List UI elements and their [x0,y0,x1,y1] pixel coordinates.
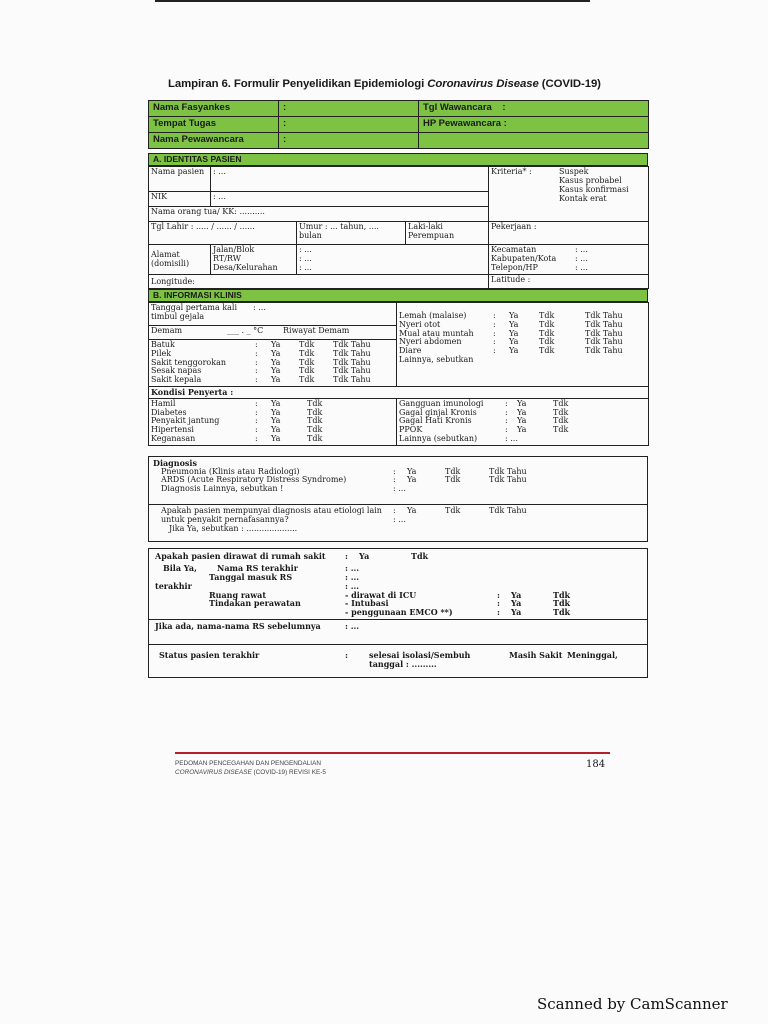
longitude-field[interactable]: Longitude: [149,274,489,288]
symptom-row [151,376,394,385]
demam-label: Demam [151,326,183,336]
symptom-label: Gagal Hati Kronis [399,416,472,426]
option-ya[interactable]: Ya [511,589,522,600]
option-ya[interactable]: Ya [517,416,527,426]
dirawat-label: Apakah pasien dirawat di rumah sakit [155,551,326,562]
option-tdk[interactable]: Tdk [553,398,569,408]
klinis-right-col [397,303,649,387]
tanggal-meninggal-field[interactable]: tanggal : ......... [369,658,437,669]
nama-pewawancara-label: Nama Pewawancara [149,133,279,149]
separator: : [255,340,258,350]
option-tdk[interactable]: Tdk [539,311,555,321]
option-tdk-tahu[interactable]: Tdk Tahu [333,348,371,358]
option-tdk-tahu[interactable]: Tdk Tahu [333,366,371,376]
option-tdk[interactable]: Tdk [307,416,323,426]
nama-ortu-field[interactable]: Nama orang tua/ KK: .......... [149,207,489,222]
symptom-label: Gagal ginjal Kronis [399,407,477,417]
nama-rs-field[interactable]: : ... [345,563,360,574]
option-tdk[interactable]: Tdk [553,425,569,435]
demam-field[interactable]: ___ . _ °C [227,326,264,336]
option-tdk[interactable]: Tdk [553,607,571,618]
separator: : [393,506,396,516]
diagnosis-item: Pneumonia (Klinis atau Radiologi) [161,466,300,476]
option-ya[interactable]: Ya [517,407,527,417]
diagnosis-item: ARDS (Acute Respiratory Distress Syndrome) [161,475,347,485]
option-tdk-tahu[interactable]: Tdk Tahu [333,357,371,367]
interviewer-header [148,100,649,149]
option-ya[interactable]: Ya [271,416,281,426]
status-option-sakit[interactable]: Masih Sakit [509,650,563,660]
alamat-fields: Jalan/Blok RT/RW Desa/Kelurahan [211,245,297,274]
kriteria-option[interactable]: Kasus konfirmasi [559,184,629,194]
option-tdk[interactable]: Tdk [299,348,315,358]
separator: : [497,598,500,609]
option-ya[interactable]: Ya [517,398,527,408]
nama-pewawancara-field[interactable]: : [279,133,419,149]
scanner-watermark: Scanned by CamScanner [537,995,728,1013]
option-tdk[interactable]: Tdk [553,407,569,417]
etiologi-field[interactable]: : ... [393,514,406,524]
pekerjaan-field[interactable]: Pekerjaan : [489,222,649,245]
header-row [149,101,649,117]
tindakan-item: - dirawat di ICU [345,589,417,600]
symptom-label: Penyakit jantung [151,416,220,426]
option-ya[interactable]: Ya [271,407,281,417]
diagnosis-label: Diagnosis [153,457,197,468]
nama-pasien-label: Nama pasien [149,167,211,192]
option-tdk[interactable]: Tdk [307,407,323,417]
option-tdk-tahu[interactable]: Tdk Tahu [489,466,527,476]
separator: : [255,425,258,435]
separator: : [255,416,258,426]
tgl-masuk-field[interactable]: : ... [345,572,360,583]
separator: : [255,366,258,376]
alamat-label: Alamat (domisili) [149,245,211,274]
option-ya[interactable]: Ya [509,328,519,338]
option-tdk[interactable]: Tdk [307,434,323,444]
symptom-label: Keganasan [151,434,196,444]
separator: : [493,319,496,329]
symptom-label: Batuk [151,340,175,350]
option-tdk-tahu[interactable]: Tdk Tahu [585,337,623,347]
tgl-gejala-field[interactable]: : ... [253,303,266,313]
gejala-left-list [149,340,396,386]
option-tdk[interactable]: Tdk [553,416,569,426]
rawat-block: Apakah pasien dirawat di rumah sakit : Ya Tdk Bila Ya, Nama RS terakhir Tanggal masuk RS terakhir Ruang rawat Tindakan perawatan : ... : ... : ... - dirawat di ICU : Ya Tdk - Intubasi : Ya Tdk - penggunaan EMCO **) : Ya Tdk Jika ada, nama-nama RS sebelumnya : ... Status pasien terakhir : selesai isolasi/Sembuh Masih Sakit Meninggal, tanggal : ......... [148,548,648,677]
tgl-wawancara-field[interactable]: Tgl Wawancara : [419,101,649,117]
jenis-kelamin-field[interactable]: Laki-laki Perempuan [406,222,489,245]
nama-fasyankes-label: Nama Fasyankes [149,101,279,117]
kriteria-cell [489,167,649,222]
option-tdk-tahu[interactable]: Tdk Tahu [489,506,527,516]
option-tdk[interactable]: Tdk [539,337,555,347]
option-ya[interactable]: Ya [509,337,519,347]
separator: : [505,407,508,417]
rs-sebelumnya-field[interactable]: : ... [345,621,360,631]
symptom-label: Gangguan imunologi [399,398,484,408]
option-ya[interactable]: Ya [407,466,417,476]
option-tdk[interactable]: Tdk [299,375,315,385]
form-sheet [148,100,648,678]
jika-ya-label: Jika Ya, sebutkan [169,523,239,533]
option-ya[interactable]: Ya [517,425,527,435]
option-tdk[interactable]: Tdk [539,346,555,356]
symptom-label: Hamil [151,398,176,408]
identitas-table [148,166,649,288]
dirawat-tdk[interactable]: Tdk [411,551,429,562]
separator: : [393,466,396,476]
alamat-values[interactable]: : ... : ... : ... [297,245,489,274]
klinis-table [148,302,649,446]
option-tdk[interactable]: Tdk [307,398,323,408]
tindakan-item: - Intubasi [345,598,389,609]
separator: : [505,416,508,426]
header-empty-cell [419,133,649,149]
symptom-label: Diabetes [151,407,187,417]
option-ya[interactable]: Ya [271,398,281,408]
tgl-lahir-field[interactable]: Tgl Lahir : ..... / ...... / ...... [149,222,297,245]
kondisi-left-col [149,398,397,445]
option-tdk-tahu[interactable]: Tdk Tahu [489,475,527,485]
section-b-title: B. INFORMASI KLINIS [148,289,648,302]
option-tdk[interactable]: Tdk [307,425,323,435]
separator: : [493,328,496,338]
option-tdk-tahu[interactable]: Tdk Tahu [585,319,623,329]
kondisi-lainnya-field[interactable]: : ... [505,434,518,444]
separator: : [493,346,496,356]
riwayat-demam-option[interactable]: Riwayat Demam [283,326,350,336]
kriteria-option[interactable]: Suspek [559,167,589,177]
symptom-row [151,435,394,444]
header-row [149,117,649,133]
option-tdk[interactable]: Tdk [539,328,555,338]
jika-ya-field[interactable]: : .................... [241,523,298,533]
option-ya[interactable]: Ya [407,475,417,485]
nik-label: NIK [149,192,211,207]
etiologi-question: Apakah pasien mempunyai diagnosis atau etiologi lain untuk penyakit pernafasannya? [161,506,382,524]
symptom-label: Pilek [151,348,172,358]
wilayah-cell[interactable]: Kecamatan Kabupaten/Kota Telepon/HP : ... : ... : ... [489,245,649,274]
symptom-label: Sakit tenggorokan [151,357,226,367]
terakhir-field[interactable]: : ... [345,580,360,591]
option-tdk[interactable]: Tdk [445,466,461,476]
kriteria-label: Kriteria* : [491,167,532,177]
option-ya[interactable]: Ya [509,311,519,321]
dirawat-ya[interactable]: Ya [359,551,370,562]
option-tdk[interactable]: Tdk [299,357,315,367]
option-tdk-tahu[interactable]: Tdk Tahu [585,328,623,338]
diagnosis-block [148,456,648,543]
kondisi-right-col [397,398,649,445]
diagnosis-lainnya-field[interactable]: : ... [393,484,406,494]
kondisi-penyerta-label: Kondisi Penyerta : [149,387,649,399]
latitude-field[interactable]: Latitude : [489,274,649,288]
rs-sebelumnya-label: Jika ada, nama-nama RS sebelumnya [155,621,321,631]
option-ya[interactable]: Ya [407,506,417,516]
option-ya[interactable]: Ya [271,348,281,358]
option-ya[interactable]: Ya [271,375,281,385]
tgl-gejala-label: Tanggal pertama kali timbul gejala [151,303,238,321]
option-ya[interactable]: Ya [509,319,519,329]
symptom-label: Mual atau muntah [399,328,474,338]
nama-fasyankes-field[interactable]: : [279,101,419,117]
option-ya[interactable]: Ya [271,357,281,367]
separator: : [255,398,258,408]
option-ya[interactable]: Ya [271,340,281,350]
tindakan-row [345,608,583,617]
separator: : [393,475,396,485]
footer-text: PEDOMAN PENCEGAHAN DAN PENGENDALIAN CORONAVIRUS DISEASE (COVID-19) REVISI KE-5 [175,760,326,776]
separator: : [497,589,500,600]
option-tdk-tahu[interactable]: Tdk Tahu [333,340,371,350]
option-ya[interactable]: Ya [509,346,519,356]
separator: : [255,407,258,417]
page-title: Lampiran 6. Formulir Penyelidikan Epidemiologi Coronavirus Disease (COVID-19) [168,78,601,90]
status-option-meninggal[interactable]: Meninggal, [567,650,618,660]
separator: : [505,425,508,435]
symptom-label: Sakit kepala [151,375,202,385]
option-tdk[interactable]: Tdk [299,366,315,376]
kondisi-lainnya-label: Lainnya (sebutkan) [399,434,478,444]
option-tdk[interactable]: Tdk [299,340,315,350]
option-tdk-tahu[interactable]: Tdk Tahu [585,311,623,321]
option-ya[interactable]: Ya [271,425,281,435]
umur-field[interactable]: Umur : ... tahun, .... bulan [297,222,406,245]
nama-pasien-field[interactable]: : ... [211,167,489,192]
option-tdk[interactable]: Tdk [539,319,555,329]
separator: : [255,357,258,367]
symptom-label: Nyeri otot [399,319,441,329]
kriteria-option[interactable]: Kontak erat [559,193,607,203]
symptom-label: Hipertensi [151,425,194,435]
option-tdk[interactable]: Tdk [553,598,571,609]
option-tdk[interactable]: Tdk [445,506,461,516]
option-ya[interactable]: Ya [511,598,522,609]
page-number: 184 [586,759,606,770]
option-ya[interactable]: Ya [271,434,281,444]
symptom-label: Diare [399,346,422,356]
hp-pewawancara-field[interactable]: HP Pewawancara : [419,117,649,133]
nik-field[interactable]: : ... [211,192,489,207]
symptom-label: Lemah (malaise) [399,311,467,321]
symptom-label: PPOK [399,425,423,435]
section-a-title: A. IDENTITAS PASIEN [148,153,648,166]
option-tdk[interactable]: Tdk [445,475,461,485]
header-row [149,133,649,149]
separator: : [255,348,258,358]
tindakan-item: - penggunaan EMCO **) [345,607,453,618]
diagnosis-lainnya-label: Diagnosis Lainnya, sebutkan ! [161,484,284,494]
klinis-left-col [149,303,397,387]
symptom-label: Nyeri abdomen [399,337,462,347]
gejala-lainnya-label: Lainnya, sebutkan [399,355,474,365]
top-edge-line [155,0,590,2]
option-ya[interactable]: Ya [271,366,281,376]
option-tdk-tahu[interactable]: Tdk Tahu [585,346,623,356]
kriteria-option[interactable]: Kasus probabel [559,176,622,186]
gejala-right-list [399,312,646,356]
separator: : [493,311,496,321]
footer-divider [175,752,610,754]
separator: : [493,337,496,347]
tempat-tugas-label: Tempat Tugas [149,117,279,133]
separator: : [505,398,508,408]
status-option-sembuh[interactable]: selesai isolasi/Sembuh [369,650,471,660]
separator: : [497,607,500,618]
separator: : [255,375,258,385]
option-ya[interactable]: Ya [511,607,522,618]
option-tdk[interactable]: Tdk [553,589,571,600]
status-label: Status pasien terakhir [159,650,260,660]
separator: : [255,434,258,444]
tempat-tugas-field[interactable]: : [279,117,419,133]
option-tdk-tahu[interactable]: Tdk Tahu [333,375,371,385]
symptom-label: Sesak napas [151,366,202,376]
